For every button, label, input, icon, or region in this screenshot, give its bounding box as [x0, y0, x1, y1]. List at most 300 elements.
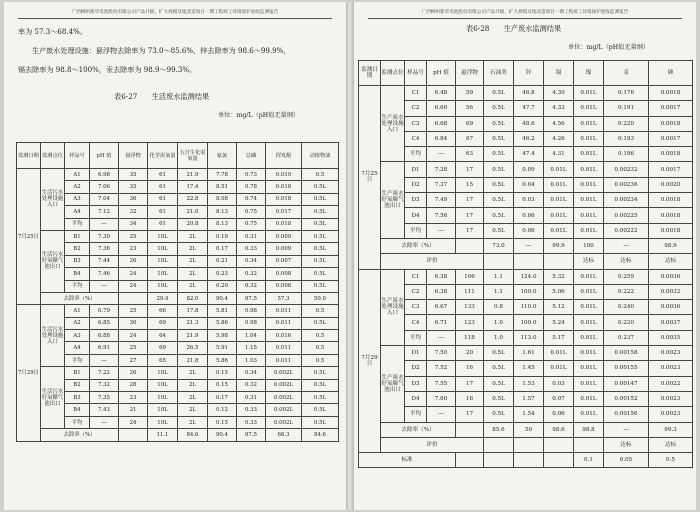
- table-cell: 5.32: [544, 269, 574, 284]
- removal-value: 99.3: [649, 422, 693, 437]
- table-cell: 0.5L: [484, 101, 514, 116]
- table-cell: 0.01L: [574, 346, 604, 361]
- table-cell: 5.17: [544, 330, 574, 345]
- table-cell: 48.6: [514, 116, 544, 131]
- removal-value: 50: [514, 422, 544, 437]
- table-cell: 0.0018: [649, 223, 693, 238]
- table-cell: 56: [456, 101, 484, 116]
- table-cell: 0.17: [208, 392, 237, 404]
- table-cell: 0.01L: [574, 376, 604, 391]
- table-cell: C2: [405, 284, 427, 299]
- table-cell: 0.240: [604, 300, 649, 315]
- table-cell: 10L: [148, 392, 178, 404]
- table-cell: 0.04: [514, 177, 544, 192]
- table-cell: 21: [119, 404, 148, 416]
- table-cell: 0.0036: [649, 300, 693, 315]
- table-cell: 10L: [148, 416, 178, 428]
- table-cell: 5.81: [208, 305, 237, 317]
- table-cell: 0.01L: [544, 361, 574, 376]
- table-cell: 0.019: [266, 169, 302, 181]
- table-cell: 1.1: [484, 269, 514, 284]
- column-header: 样品号: [405, 61, 427, 86]
- table-cell: [456, 422, 484, 437]
- table-cell: 25: [119, 305, 148, 317]
- table-cell: 0.01L: [574, 177, 604, 192]
- table-cell: A2: [65, 181, 90, 193]
- table-cell: 0.01L: [544, 208, 574, 223]
- table-cell: 4.56: [544, 116, 574, 131]
- column-header: 总磷: [237, 143, 266, 169]
- monitoring-point: 生产废水处理设施入口: [381, 269, 405, 345]
- table-cell: 10L: [148, 243, 178, 255]
- table-cell: 0.011: [266, 354, 302, 366]
- table-cell: 22.8: [178, 193, 208, 205]
- table-cell: 0.5L: [302, 193, 339, 205]
- table-cell: 0.01L: [574, 223, 604, 238]
- table-cell: 0.5L: [302, 404, 339, 416]
- data-row: [359, 391, 693, 406]
- table-cell: 4.31: [544, 147, 574, 162]
- table-cell: 124.0: [514, 269, 544, 284]
- column-header: 挥发酚: [266, 143, 302, 169]
- data-row: [359, 101, 693, 116]
- removal-value: 98.9: [649, 238, 693, 253]
- table-cell: 23: [119, 243, 148, 255]
- table-cell: 0.008: [266, 280, 302, 292]
- table-cell: 0.32: [237, 268, 266, 280]
- removal-label: 去除率（%）: [381, 422, 456, 437]
- table-cell: 7.55: [427, 376, 456, 391]
- table-cell: 5.06: [544, 284, 574, 299]
- table-cell: 5.91: [208, 342, 237, 354]
- table-cell: 平均: [405, 223, 427, 238]
- table-cell: 0.32: [237, 280, 266, 292]
- data-row: [17, 305, 339, 317]
- table-cell: 平均: [65, 416, 90, 428]
- table-cell: 106: [456, 269, 484, 284]
- domestic-wastewater-table: [16, 142, 339, 442]
- table-cell: 0.5L: [302, 255, 339, 267]
- removal-row: [359, 238, 693, 253]
- table-cell: 24: [119, 280, 148, 292]
- column-header: pH 值: [427, 61, 456, 86]
- table-cell: 1.03: [237, 354, 266, 366]
- table-cell: 5.86: [208, 354, 237, 366]
- data-row: [17, 255, 339, 267]
- removal-value: 29.4: [148, 292, 178, 304]
- table-cell: 7.35: [90, 392, 119, 404]
- data-row: [359, 223, 693, 238]
- table-cell: [119, 292, 148, 304]
- table-cell: 4.30: [544, 86, 574, 101]
- monitoring-point: 生活污水处理设施入口: [41, 169, 65, 231]
- table-cell: 0.017: [266, 206, 302, 218]
- data-row: [359, 407, 693, 422]
- table-cell: 113.0: [514, 330, 544, 345]
- table-cell: 0.018: [266, 193, 302, 205]
- table-cell: 7.36: [90, 243, 119, 255]
- table-cell: 0.176: [604, 86, 649, 101]
- column-header: 砷: [649, 61, 693, 86]
- data-row: [17, 317, 339, 329]
- table-cell: 0.01L: [574, 361, 604, 376]
- table-cell: B1: [65, 230, 90, 242]
- table-cell: 0.01L: [574, 101, 604, 116]
- table-cell: 0.5L: [484, 86, 514, 101]
- table-cell: 26.5: [178, 342, 208, 354]
- table-cell: 0.01L: [574, 147, 604, 162]
- table-cell: 61: [148, 206, 178, 218]
- right-page: [354, 2, 696, 510]
- table-cell: 118: [456, 330, 484, 345]
- table-cell: B3: [65, 255, 90, 267]
- table-cell: 133: [456, 300, 484, 315]
- table-cell: 0.00152: [604, 391, 649, 406]
- table-cell: 0.009: [266, 243, 302, 255]
- table-cell: 0.5L: [302, 379, 339, 391]
- data-row: [17, 330, 339, 342]
- table-cell: 平均: [65, 218, 90, 230]
- table-cell: 7.49: [427, 193, 456, 208]
- header-row: [359, 61, 693, 86]
- table-cell: 17: [456, 162, 484, 177]
- table-cell: 0.00155: [604, 361, 649, 376]
- table-cell: 35: [119, 169, 148, 181]
- table-cell: 24: [119, 268, 148, 280]
- table-cell: 0.0037: [649, 315, 693, 330]
- table-cell: 6.68: [427, 116, 456, 131]
- table-cell: 0.00147: [604, 376, 649, 391]
- table-cell: 0.0018: [649, 86, 693, 101]
- table-cell: 7.43: [90, 404, 119, 416]
- column-header: 监测日期: [17, 143, 41, 169]
- column-header: 样品号: [65, 143, 90, 169]
- table-cell: 2L: [178, 280, 208, 292]
- data-row: [359, 86, 693, 101]
- table-cell: 1.53: [514, 376, 544, 391]
- removal-value: 98.8: [574, 422, 604, 437]
- table-cell: 0.5L: [302, 317, 339, 329]
- table-cell: 6.88: [90, 330, 119, 342]
- table-cell: 0.0023: [649, 407, 693, 422]
- table-cell: 0.31: [237, 230, 266, 242]
- removal-value: 73.0: [484, 238, 514, 253]
- production-wastewater-table: [358, 60, 693, 468]
- table-cell: 6.71: [427, 315, 456, 330]
- table-cell: 6.98: [90, 169, 119, 181]
- table-cell: A2: [65, 317, 90, 329]
- table-cell: 1.1: [484, 284, 514, 299]
- table-cell: 0.5L: [484, 116, 514, 131]
- table-cell: D4: [405, 391, 427, 406]
- table-cell: 平均: [405, 147, 427, 162]
- table-cell: 0.011: [266, 342, 302, 354]
- table-cell: —: [427, 223, 456, 238]
- removal-value: 85.6: [484, 422, 514, 437]
- removal-value: 57.3: [266, 292, 302, 304]
- removal-label: 去除率（%）: [381, 238, 456, 253]
- table-cell: 0.74: [237, 193, 266, 205]
- table-cell: 5.12: [544, 300, 574, 315]
- table-cell: A4: [65, 206, 90, 218]
- table-cell: 2L: [178, 416, 208, 428]
- table-cell: 0.0023: [649, 346, 693, 361]
- standard-value: [456, 453, 484, 468]
- table-cell: 0.19: [208, 230, 237, 242]
- table-cell: 0.0017: [649, 162, 693, 177]
- table-cell: B2: [65, 379, 90, 391]
- table-cell: 0.34: [237, 367, 266, 379]
- left-paragraph-1: 率为 57.3～68.4%。: [18, 27, 87, 36]
- table-cell: 46.2: [514, 131, 544, 146]
- right-page-header: 广西柳州新华电池股份有限公司产品升级、扩大规模及地改造项目一期工程竣工环境保护验收监测报告: [368, 8, 682, 19]
- table-cell: 7.04: [90, 193, 119, 205]
- table-cell: 111: [456, 284, 484, 299]
- table-cell: 0.002L: [266, 404, 302, 416]
- removal-value: 84.6: [302, 429, 339, 441]
- table-cell: —: [90, 218, 119, 230]
- table-cell: —: [427, 147, 456, 162]
- table-cell: 61: [148, 169, 178, 181]
- table-cell: 17: [456, 193, 484, 208]
- table-cell: 0.018: [266, 218, 302, 230]
- data-row: [17, 230, 339, 242]
- table-cell: 8.08: [208, 193, 237, 205]
- table-cell: 7.56: [427, 208, 456, 223]
- data-row: [359, 131, 693, 146]
- table-cell: D2: [405, 361, 427, 376]
- table-cell: B4: [65, 404, 90, 416]
- removal-value: —: [604, 238, 649, 253]
- table-cell: 0.002L: [266, 392, 302, 404]
- table-cell: 0.0023: [649, 361, 693, 376]
- removal-value: 99.9: [544, 238, 574, 253]
- table-cell: 0.009: [266, 230, 302, 242]
- table-cell: 1.04: [237, 330, 266, 342]
- data-row: [359, 208, 693, 223]
- table-cell: 1.0: [484, 330, 514, 345]
- table-cell: C2: [405, 101, 427, 116]
- table-cell: 0.5: [302, 354, 339, 366]
- table-cell: 0.01L: [574, 315, 604, 330]
- column-header: 监测点位: [41, 143, 65, 169]
- data-row: [17, 181, 339, 193]
- evaluation-row: [359, 254, 693, 269]
- table-cell: 0.34: [237, 255, 266, 267]
- table-cell: 109.0: [514, 284, 544, 299]
- table-cell: B1: [65, 367, 90, 379]
- table-cell: 0.75: [237, 218, 266, 230]
- data-row: [17, 354, 339, 366]
- evaluation-value: 达标: [574, 254, 604, 269]
- table-cell: 0.5L: [484, 407, 514, 422]
- table-cell: 0.0035: [649, 330, 693, 345]
- table-cell: 0.33: [237, 416, 266, 428]
- column-header: 动植物油: [302, 143, 339, 169]
- table-cell: D3: [405, 193, 427, 208]
- data-row: [359, 330, 693, 345]
- left-table-caption: 表6-27 生活废水监测结果: [114, 92, 210, 101]
- monitoring-date: 7月25日: [17, 169, 41, 305]
- table-cell: 1.54: [514, 407, 544, 422]
- table-cell: 0.01L: [544, 346, 574, 361]
- table-cell: 0.23: [208, 268, 237, 280]
- data-row: [17, 379, 339, 391]
- standard-value: [544, 453, 574, 468]
- table-cell: 0.32: [237, 379, 266, 391]
- table-cell: 0.5L: [302, 280, 339, 292]
- table-cell: A3: [65, 330, 90, 342]
- table-cell: 47.4: [514, 147, 544, 162]
- evaluation-value: 达标: [649, 437, 693, 452]
- table-cell: 0.0017: [649, 131, 693, 146]
- table-cell: 0.33: [237, 404, 266, 416]
- table-cell: 0.5L: [302, 416, 339, 428]
- table-cell: C4: [405, 131, 427, 146]
- table-cell: 0.5: [302, 330, 339, 342]
- data-row: [359, 162, 693, 177]
- evaluation-value: 达标: [604, 437, 649, 452]
- table-cell: 0.0022: [649, 376, 693, 391]
- removal-value: 97.5: [237, 292, 266, 304]
- data-row: [359, 177, 693, 192]
- data-row: [359, 376, 693, 391]
- table-cell: 0.01L: [574, 208, 604, 223]
- table-cell: —: [90, 354, 119, 366]
- table-cell: 21.3: [178, 317, 208, 329]
- table-cell: 109.0: [514, 315, 544, 330]
- table-cell: —: [90, 280, 119, 292]
- table-cell: 20.8: [178, 218, 208, 230]
- data-row: [359, 116, 693, 131]
- removal-value: 98.6: [544, 422, 574, 437]
- table-cell: 0.15: [208, 379, 237, 391]
- table-cell: 0.220: [604, 116, 649, 131]
- table-cell: 0.06: [544, 407, 574, 422]
- table-cell: 0.01L: [544, 162, 574, 177]
- table-cell: 8.13: [208, 206, 237, 218]
- table-cell: 2L: [178, 404, 208, 416]
- table-cell: 0.0032: [649, 284, 693, 299]
- left-page: [4, 2, 346, 510]
- data-row: [359, 361, 693, 376]
- table-cell: 0.0017: [649, 101, 693, 116]
- table-cell: 平均: [405, 407, 427, 422]
- table-cell: 6.38: [427, 269, 456, 284]
- evaluation-value: [514, 254, 544, 269]
- removal-value: 90.4: [208, 292, 237, 304]
- table-cell: 7.06: [90, 181, 119, 193]
- table-cell: 34: [119, 218, 148, 230]
- table-cell: 0.17: [208, 243, 237, 255]
- table-cell: 0.78: [237, 181, 266, 193]
- table-cell: 0.5L: [484, 346, 514, 361]
- table-cell: 21.0: [178, 206, 208, 218]
- table-cell: 0.03: [514, 193, 544, 208]
- table-cell: 0.01L: [574, 269, 604, 284]
- table-cell: 67: [456, 131, 484, 146]
- table-cell: 15: [456, 177, 484, 192]
- table-cell: 5.98: [208, 330, 237, 342]
- table-cell: 0.5L: [484, 391, 514, 406]
- evaluation-value: 达标: [649, 254, 693, 269]
- table-cell: 0.011: [266, 305, 302, 317]
- table-cell: 0.01L: [574, 162, 604, 177]
- table-cell: 0.5L: [484, 147, 514, 162]
- data-row: [17, 392, 339, 404]
- table-cell: 0.06: [514, 208, 544, 223]
- table-cell: 1.15: [237, 342, 266, 354]
- evaluation-label: 评价: [381, 437, 484, 452]
- table-cell: 0.0036: [649, 269, 693, 284]
- table-cell: D2: [405, 177, 427, 192]
- table-cell: 66: [148, 305, 178, 317]
- table-cell: 0.73: [237, 169, 266, 181]
- table-cell: 69: [148, 317, 178, 329]
- data-row: [359, 315, 693, 330]
- removal-label: 去除率（%）: [41, 292, 119, 304]
- document-spread: [4, 2, 696, 510]
- column-header: pH 值: [90, 143, 119, 169]
- table-cell: 0.5: [302, 169, 339, 181]
- table-cell: 平均: [65, 354, 90, 366]
- table-cell: 0.5L: [484, 223, 514, 238]
- right-table-caption: 表6-28 生产废水监测结果: [466, 24, 562, 33]
- table-cell: D1: [405, 162, 427, 177]
- table-cell: 平均: [405, 330, 427, 345]
- table-cell: A4: [65, 342, 90, 354]
- column-header: 锌: [514, 61, 544, 86]
- table-cell: 26: [119, 367, 148, 379]
- table-cell: 6.85: [90, 317, 119, 329]
- table-cell: 36: [119, 193, 148, 205]
- table-cell: 2L: [178, 379, 208, 391]
- table-cell: 0.5L: [484, 361, 514, 376]
- table-cell: 65: [148, 354, 178, 366]
- table-cell: [119, 429, 148, 441]
- table-cell: 17: [456, 208, 484, 223]
- table-cell: 2L: [178, 255, 208, 267]
- removal-row: [17, 429, 339, 441]
- column-header: 镍: [574, 61, 604, 86]
- table-cell: 47.7: [514, 101, 544, 116]
- evaluation-value: [574, 437, 604, 452]
- table-cell: 0.00232: [604, 162, 649, 177]
- table-cell: 0.00158: [604, 346, 649, 361]
- removal-value: —: [604, 422, 649, 437]
- removal-value: 50.0: [302, 292, 339, 304]
- column-header: 五日生化需氧量: [178, 143, 208, 169]
- table-cell: 25: [119, 342, 148, 354]
- table-cell: 0.12: [208, 404, 237, 416]
- data-row: [359, 193, 693, 208]
- table-cell: 6.91: [90, 342, 119, 354]
- table-cell: 0.00222: [604, 223, 649, 238]
- table-cell: 0.5L: [484, 208, 514, 223]
- table-cell: 63: [456, 147, 484, 162]
- table-cell: 17: [456, 407, 484, 422]
- left-paragraph-3: 镉去除率为 98.8～100%，汞去除率为 98.9～99.3%。: [18, 65, 197, 74]
- data-row: [17, 193, 339, 205]
- column-header: 氨氮: [208, 143, 237, 169]
- table-cell: 0.5L: [302, 181, 339, 193]
- standard-value: [484, 453, 514, 468]
- monitoring-point: 生活污水好氧曝气池出口: [41, 230, 65, 292]
- monitoring-point: 生活污水好氧曝气池出口: [41, 367, 65, 429]
- table-cell: 24: [119, 330, 148, 342]
- data-row: [17, 280, 339, 292]
- table-cell: 0.01L: [574, 86, 604, 101]
